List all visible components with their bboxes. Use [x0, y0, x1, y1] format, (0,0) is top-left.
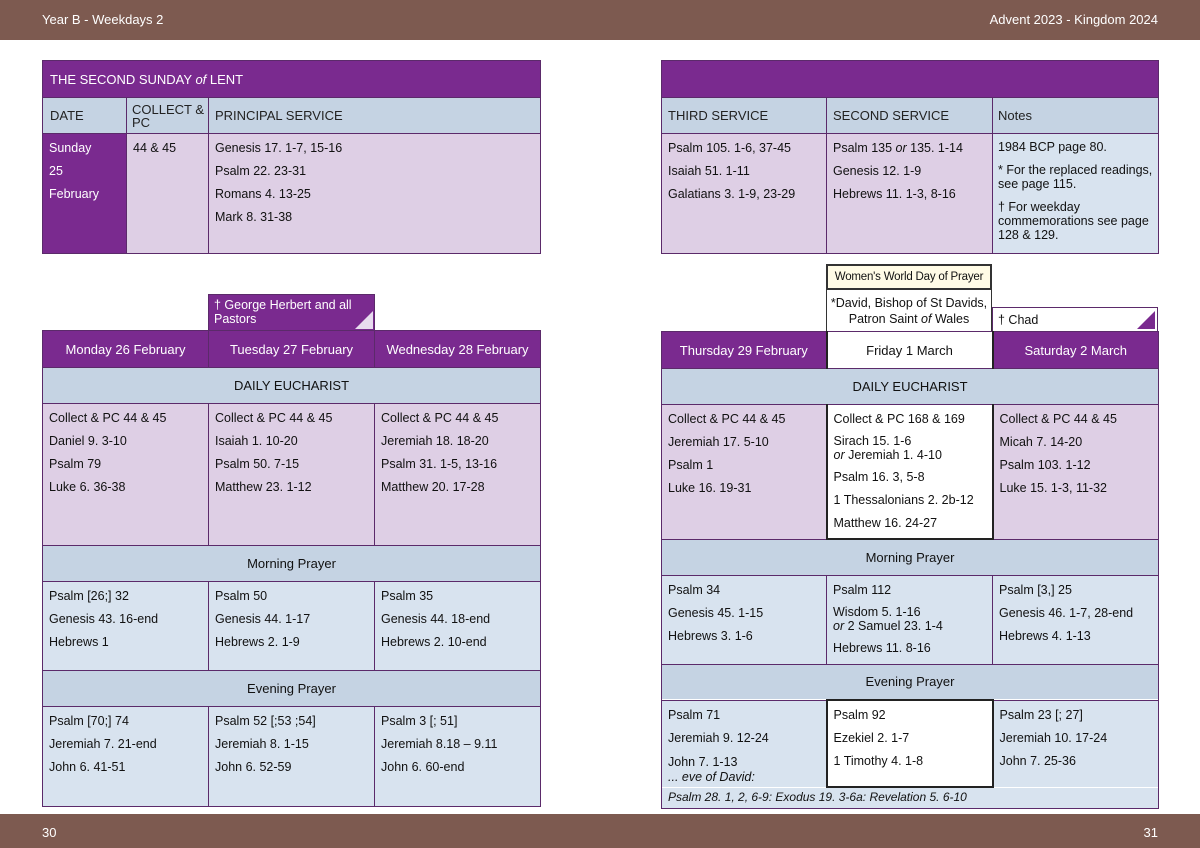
header-bar — [0, 0, 1200, 40]
reading: Hebrews 2. 1-9 — [215, 635, 300, 649]
reading: Hebrews 11. 1-3, 8-16 — [833, 187, 956, 201]
sunday-title-band — [662, 61, 1159, 98]
evening-monday — [43, 707, 209, 807]
reading: Galatians 3. 1-9, 23-29 — [668, 187, 796, 201]
reading: 1 Thessalonians 2. 2b-12 — [833, 493, 974, 507]
reading-part: 2 Samuel 23. 1-4 — [844, 618, 943, 633]
reading: Daniel 9. 3-10 — [49, 434, 127, 448]
reading: Collect & PC 44 & 45 — [668, 412, 786, 426]
section-daily-eucharist: DAILY EUCHARIST — [43, 368, 541, 404]
evening-saturday — [993, 700, 1159, 787]
reading: Psalm 1 — [668, 458, 714, 472]
reading: Jeremiah 7. 21-end — [49, 737, 157, 751]
col-third-header: THIRD SERVICE — [662, 98, 827, 134]
page-number-left: 30 — [42, 825, 57, 840]
reading: John 6. 52-59 — [215, 760, 292, 774]
sunday-table-right — [661, 60, 1159, 254]
reading: John 7. 1-13 — [668, 754, 738, 769]
reading: Genesis 43. 16-end — [49, 612, 159, 626]
reading: Mark 8. 31-38 — [215, 210, 293, 224]
reading: John 7. 25-36 — [999, 753, 1076, 768]
day-header-friday: Friday 1 March — [827, 332, 993, 369]
day-header-monday: Monday 26 February — [43, 331, 209, 368]
header-left-title: Year B - Weekdays 2 — [42, 12, 164, 27]
reading: Hebrews 4. 1-13 — [999, 628, 1091, 643]
reading: Collect & PC 44 & 45 — [215, 411, 333, 425]
reading: Jeremiah 10. 17-24 — [999, 730, 1108, 745]
reading: Psalm 50. 7-15 — [215, 457, 300, 471]
reading: Jeremiah 8.18 – 9.11 — [381, 737, 498, 751]
reading: Romans 4. 13-25 — [215, 187, 311, 201]
reading: 1 Timothy 4. 1-8 — [833, 754, 924, 768]
sunday-table-left — [42, 60, 541, 254]
reading: Psalm 71 — [668, 707, 721, 722]
wwdp-label: Women's World Day of Prayer — [826, 264, 992, 290]
eucharist-saturday — [993, 405, 1159, 540]
david-a: *David, Bishop of St Davids, Patron Saint — [830, 296, 988, 326]
reading — [834, 434, 986, 462]
note: 1984 BCP page 80. — [998, 140, 1107, 154]
sunday-title-suffix: LENT — [206, 71, 244, 87]
reading: Psalm 50 — [215, 589, 268, 603]
reading: Psalm 112 — [833, 582, 892, 597]
principal-service-cell — [209, 134, 541, 254]
morning-wednesday — [375, 582, 541, 671]
morning-tuesday — [209, 582, 375, 671]
reading: Psalm 3 [; 51] — [381, 714, 458, 728]
corner-triangle-icon — [1137, 311, 1155, 329]
reading: Psalm 103. 1-12 — [999, 458, 1091, 472]
reading — [833, 605, 986, 633]
reading-part: Wisdom 5. 1-16 — [833, 604, 921, 619]
reading: Psalm 16. 3, 5-8 — [833, 470, 925, 484]
second-a: Psalm 135 — [833, 141, 896, 155]
reading: Genesis 45. 1-15 — [668, 605, 764, 620]
notes-cell — [993, 134, 1159, 254]
reading — [833, 137, 986, 160]
eucharist-tuesday — [209, 404, 375, 546]
reading: Jeremiah 18. 18-20 — [381, 434, 489, 448]
commemoration-chad — [992, 307, 1158, 333]
reading: Micah 7. 14-20 — [999, 435, 1083, 449]
reading-or: or — [833, 618, 845, 633]
collect-value: 44 & 45 — [133, 141, 177, 155]
sunday-title-prefix: THE SECOND SUNDAY — [50, 71, 196, 87]
evening-thursday — [662, 700, 827, 787]
reading: Luke 6. 36-38 — [49, 480, 126, 494]
reading: Luke 15. 1-3, 11-32 — [999, 481, 1107, 495]
eve-of-david-readings: Psalm 28. 1, 2, 6-9: Exodus 19. 3-6a: Revelation 5. 6-10 — [662, 787, 1159, 809]
reading: Genesis 12. 1-9 — [833, 164, 922, 178]
reading: Genesis 17. 1-7, 15-16 — [215, 141, 343, 155]
reading: Psalm 52 [;53 ;54] — [215, 714, 316, 728]
eucharist-thursday — [662, 405, 827, 540]
corner-triangle-icon — [355, 311, 373, 329]
eucharist-friday — [827, 405, 993, 540]
reading: John 6. 60-end — [381, 760, 465, 774]
evening-wednesday — [375, 707, 541, 807]
sunday-date-cell — [43, 134, 127, 254]
footer-bar — [0, 814, 1200, 848]
morning-thursday — [662, 575, 827, 664]
date-line: 25 — [49, 164, 63, 178]
reading: Psalm 105. 1-6, 37-45 — [668, 141, 791, 155]
eucharist-wednesday — [375, 404, 541, 546]
reading: Psalm 23 [; 27] — [999, 707, 1083, 722]
reading: Luke 16. 19-31 — [668, 481, 752, 495]
page-number-right: 31 — [1143, 825, 1158, 840]
evening-tuesday — [209, 707, 375, 807]
morning-saturday — [993, 575, 1159, 664]
commemoration-george-herbert — [208, 294, 375, 331]
header-right-title: Advent 2023 - Kingdom 2024 — [989, 12, 1158, 27]
reading: Psalm [26;] 32 — [49, 589, 129, 603]
day-header-wednesday: Wednesday 28 February — [375, 331, 541, 368]
reading: Genesis 44. 1-17 — [215, 612, 311, 626]
reading: Collect & PC 168 & 169 — [833, 412, 965, 426]
col-principal-header: PRINCIPAL SERVICE — [209, 98, 541, 134]
reading: Genesis 44. 18-end — [381, 612, 491, 626]
reading: Psalm 22. 23-31 — [215, 164, 307, 178]
sunday-title — [43, 61, 541, 98]
section-evening-prayer: Evening Prayer — [43, 671, 541, 707]
reading: Psalm [70;] 74 — [49, 714, 129, 728]
reading-part: Sirach 15. 1-6 — [833, 434, 912, 448]
reading: Psalm 34 — [668, 582, 721, 597]
date-line: February — [49, 187, 100, 201]
commemoration-label: † George Herbert and all Pastors — [214, 298, 352, 326]
reading: Matthew 20. 17-28 — [381, 480, 485, 494]
reading: John 6. 41-51 — [49, 760, 126, 774]
reading: Ezekiel 2. 1-7 — [833, 731, 910, 745]
reading: Psalm 79 — [49, 457, 102, 471]
col-notes-header: Notes — [993, 98, 1159, 134]
day-header-saturday: Saturday 2 March — [993, 332, 1159, 369]
eucharist-monday — [43, 404, 209, 546]
reading: Isaiah 1. 10-20 — [215, 434, 298, 448]
second-or: or — [895, 141, 907, 155]
reading: Psalm 31. 1-5, 13-16 — [381, 457, 498, 471]
note: * For the replaced readings, see page 115. — [998, 163, 1153, 191]
section-evening-prayer: Evening Prayer — [662, 664, 1159, 700]
second-service-cell — [827, 134, 993, 254]
chad-label: † Chad — [998, 313, 1039, 327]
david-b: Wales — [931, 312, 970, 326]
reading: Jeremiah 9. 12-24 — [668, 730, 769, 745]
reading: Psalm 35 — [381, 589, 434, 603]
david-of: of — [921, 312, 932, 326]
col-collect-header: COLLECT & PC — [127, 98, 209, 134]
left-week-table — [42, 330, 541, 807]
reading: Genesis 46. 1-7, 28-end — [999, 605, 1134, 620]
sunday-title-of: of — [195, 71, 207, 87]
reading: Hebrews 3. 1-6 — [668, 628, 753, 643]
note: † For weekday commemorations see page 128 & 129. — [998, 200, 1149, 242]
reading: Jeremiah 8. 1-15 — [215, 737, 309, 751]
col-second-header: SECOND SERVICE — [827, 98, 993, 134]
reading: Matthew 16. 24-27 — [833, 516, 938, 530]
col-date-header: DATE — [43, 98, 127, 134]
section-daily-eucharist: DAILY EUCHARIST — [662, 369, 1159, 405]
date-line: Sunday — [49, 141, 92, 155]
reading: Hebrews 2. 10-end — [381, 635, 487, 649]
day-header-tuesday: Tuesday 27 February — [209, 331, 375, 368]
evening-friday — [827, 700, 993, 787]
eve-of-david-label: ... eve of David: — [668, 769, 755, 784]
reading: Psalm [3,] 25 — [999, 582, 1072, 597]
reading: Hebrews 11. 8-16 — [833, 640, 931, 655]
second-b: 135. 1-14 — [906, 141, 963, 155]
morning-friday — [827, 575, 993, 664]
reading: Matthew 23. 1-12 — [215, 480, 312, 494]
section-morning-prayer: Morning Prayer — [662, 539, 1159, 575]
reading: Hebrews 1 — [49, 635, 109, 649]
reading-or: or — [833, 448, 845, 462]
reading: Isaiah 51. 1-11 — [668, 164, 750, 178]
reading: Collect & PC 44 & 45 — [49, 411, 167, 425]
morning-monday — [43, 582, 209, 671]
reading-part: Jeremiah 1. 4-10 — [844, 448, 942, 462]
day-header-thursday: Thursday 29 February — [662, 332, 827, 369]
third-service-cell — [662, 134, 827, 254]
reading: Collect & PC 44 & 45 — [381, 411, 499, 425]
section-morning-prayer: Morning Prayer — [43, 546, 541, 582]
david-commemoration — [826, 290, 992, 333]
reading: Collect & PC 44 & 45 — [999, 412, 1117, 426]
sunday-collect-cell — [127, 134, 209, 254]
right-week-table — [661, 331, 1159, 809]
reading: Psalm 92 — [833, 708, 886, 722]
reading: Jeremiah 17. 5-10 — [668, 435, 769, 449]
